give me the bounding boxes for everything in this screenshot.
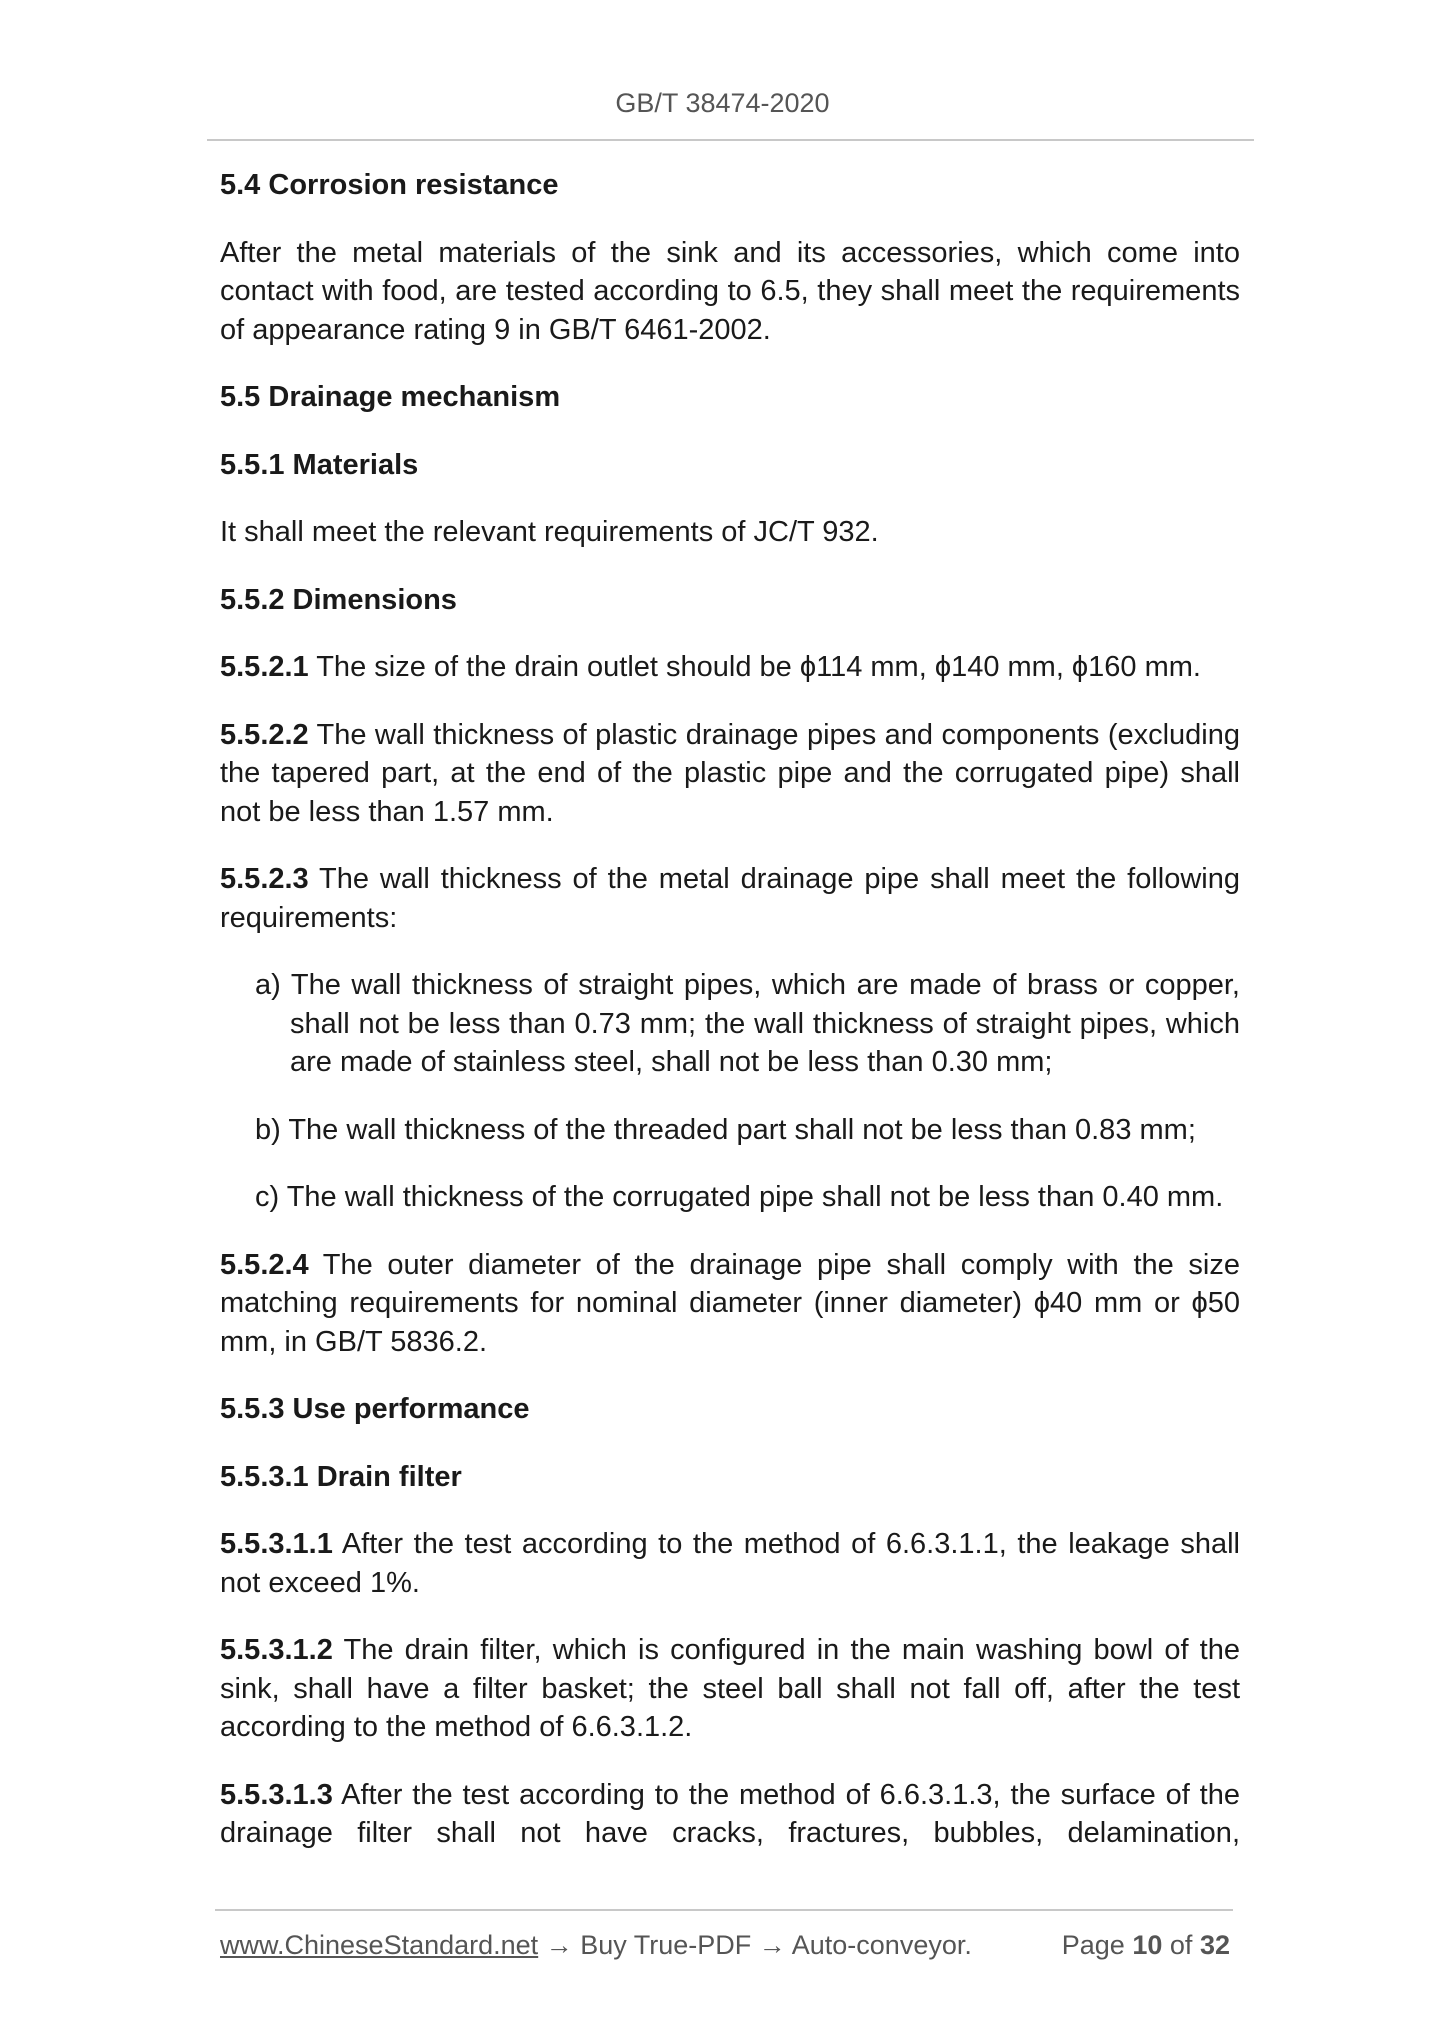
section-5-5-1-text: It shall meet the relevant requirements of JC/T 932. bbox=[220, 516, 879, 548]
header-standard-id: GB/T 38474-2020 bbox=[615, 88, 830, 118]
page-total: 32 bbox=[1199, 1930, 1230, 1960]
clause-number: 5.5.3.1.1 bbox=[220, 1528, 333, 1560]
clause-5-5-3-1-1 bbox=[220, 1525, 1240, 1602]
clause-5-5-2-3 bbox=[220, 860, 1240, 937]
clause-text: The wall thickness of the metal drainage pipe shall meet the following requirements: bbox=[220, 863, 1240, 934]
clause-text: The outer diameter of the drainage pipe shall comply with the size matching requirements for nominal diameter (inner diameter) ϕ40 mm or ϕ50 mm, in GB/T 5836.2. bbox=[220, 1248, 1240, 1358]
clause-5-5-2-4 bbox=[220, 1246, 1240, 1362]
section-5-5-3-1-heading: 5.5.3.1 Drain filter bbox=[220, 1460, 462, 1493]
section-5-4-text: After the metal materials of the sink and its accessories, which come into contact with food, are tested according to 6.5, they shall meet the requirements of appearance rating 9 in GB/T 6461-2002. bbox=[220, 236, 1240, 346]
chinesestandard-link[interactable]: www.ChineseStandard.net bbox=[220, 1930, 539, 1960]
of-label: of bbox=[1169, 1930, 1193, 1960]
list-item-a: a) The wall thickness of straight pipes, which are made of brass or copper, shall not be less than 0.73 mm; the wall thickness of straight pipes, which are made of stainless steel, shall not be less than 0.30 mm; bbox=[255, 969, 1240, 1078]
clause-text: The wall thickness of plastic drainage pipes and components (excluding the tapered part, at the end of the plastic pipe and the corrugated pipe) shall not be less than 1.57 mm. bbox=[220, 718, 1240, 828]
clause-text: The size of the drain outlet should be ϕ114 mm, ϕ140 mm, ϕ160 mm. bbox=[308, 651, 1201, 683]
footer-divider bbox=[215, 1909, 1233, 1911]
clause-text: The drain filter, which is configured in the main washing bowl of the sink, shall have a filter basket; the steel ball shall not fall off, after the test according to the method of 6.6.3.1.2. bbox=[220, 1634, 1240, 1743]
clause-text: After the test according to the method of 6.6.3.1.1, the leakage shall not exceed 1%. bbox=[220, 1528, 1240, 1599]
header-divider bbox=[207, 139, 1254, 141]
clause-text: After the test according to the method of 6.6.3.1.3, the surface of the drainage filter shall not have cracks, fractures, bubbles, delamination, bbox=[220, 1778, 1240, 1849]
page-label: Page bbox=[1061, 1930, 1125, 1960]
footer-nav-text: → Buy True-PDF → Auto-conveyor. bbox=[538, 1930, 972, 1960]
clause-5-5-3-1-2 bbox=[220, 1631, 1240, 1747]
section-5-5-heading: 5.5 Drainage mechanism bbox=[220, 381, 561, 413]
list-item-c: c) The wall thickness of the corrugated pipe shall not be less than 0.40 mm. bbox=[255, 1181, 1224, 1213]
clause-5-5-2-2 bbox=[220, 716, 1240, 832]
page-number: 10 bbox=[1132, 1930, 1163, 1960]
document-body bbox=[220, 166, 1240, 1853]
clause-5-5-2-1 bbox=[220, 648, 1240, 687]
clause-number: 5.5.3.1.2 bbox=[220, 1634, 333, 1666]
clause-number: 5.5.2.4 bbox=[220, 1248, 309, 1281]
clause-number: 5.5.2.3 bbox=[220, 863, 309, 895]
section-5-5-1-heading: 5.5.1 Materials bbox=[220, 448, 419, 481]
page-indicator bbox=[1062, 1930, 1230, 1961]
section-5-5-2-heading: 5.5.2 Dimensions bbox=[220, 583, 457, 616]
footer-links bbox=[220, 1930, 972, 1961]
section-5-4-heading: 5.4 Corrosion resistance bbox=[220, 169, 559, 201]
clause-number: 5.5.2.2 bbox=[220, 718, 309, 751]
clause-number: 5.5.3.1.3 bbox=[220, 1778, 333, 1811]
clause-number: 5.5.2.1 bbox=[220, 651, 309, 683]
clause-5-5-3-1-3 bbox=[220, 1776, 1240, 1853]
section-5-5-3-heading: 5.5.3 Use performance bbox=[220, 1393, 530, 1425]
list-item-b: b) The wall thickness of the threaded part shall not be less than 0.83 mm; bbox=[255, 1113, 1196, 1146]
